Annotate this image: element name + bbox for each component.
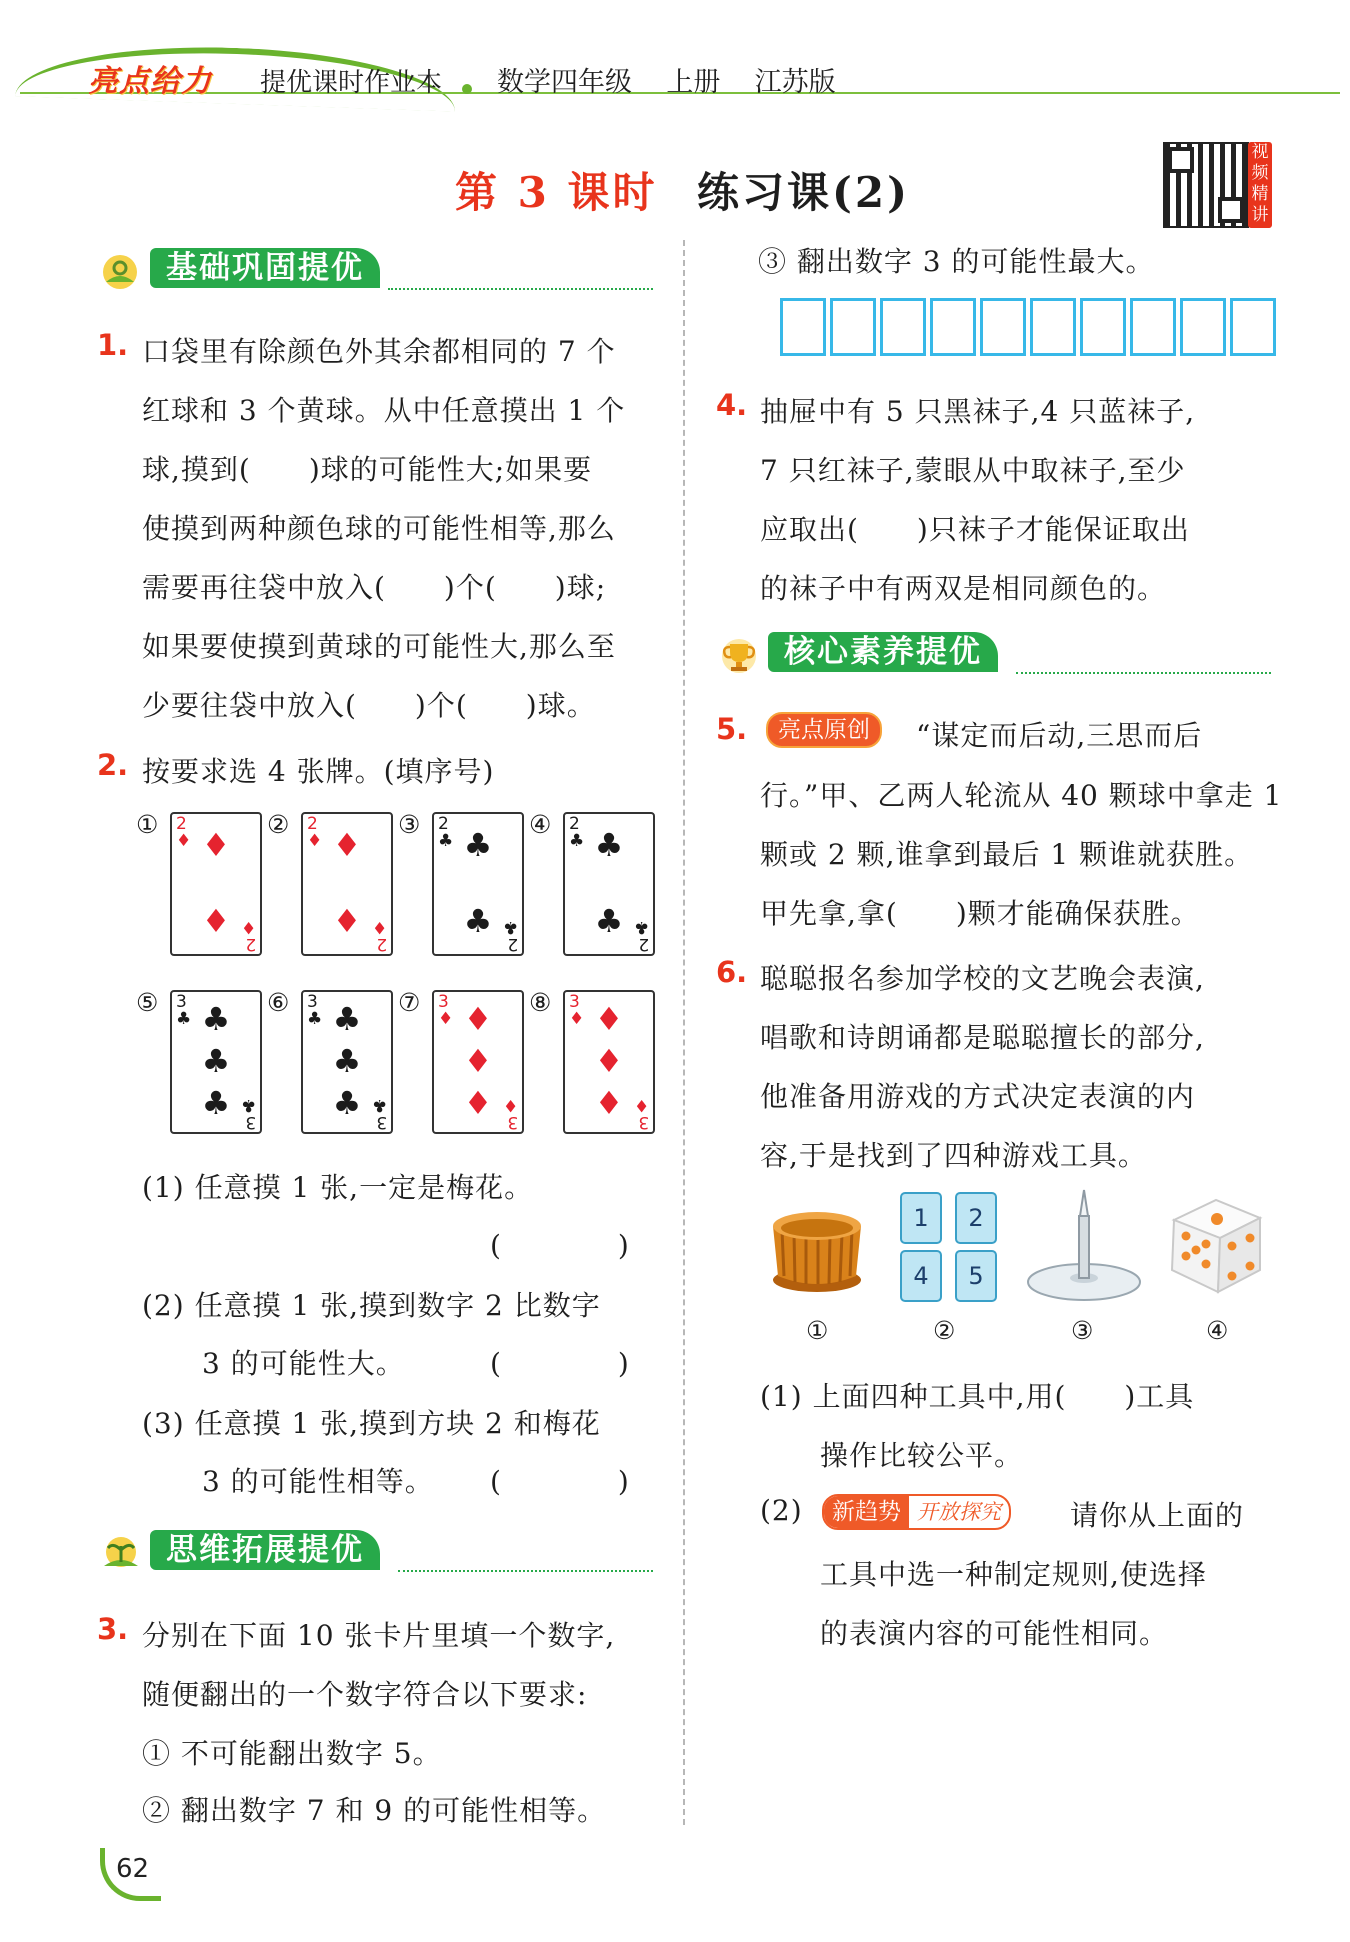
card-pip: ♣ <box>332 1000 362 1038</box>
answer-blank[interactable]: ( ) <box>490 1229 630 1262</box>
section-dotted-rule <box>398 1570 653 1572</box>
dice-icon <box>1160 1186 1274 1300</box>
q2-sub1: (1) 任意摸 1 张,一定是梅花。 <box>142 1171 534 1204</box>
original-badge: 亮点原创 <box>766 712 882 748</box>
tool-label: ② <box>933 1316 956 1345</box>
q1-line: 球,摸到( )球的可能性大;如果要 <box>142 453 593 486</box>
playing-card <box>170 990 262 1134</box>
q3-requirement: ① 不可能翻出数字 5。 <box>142 1737 442 1770</box>
card-rank: 2 ♦ <box>371 917 387 954</box>
number-tile: 2 <box>955 1192 997 1244</box>
card-pip: ♦ <box>332 826 362 864</box>
qr-code-icon[interactable] <box>1163 142 1249 228</box>
q6-sub1: (1) 上面四种工具中,用( )工具 <box>760 1380 1195 1413</box>
q3-requirement: ③ 翻出数字 3 的可能性最大。 <box>758 245 1155 278</box>
answer-box[interactable] <box>830 298 876 356</box>
q5-line: “谋定而后动,三思而后 <box>916 719 1203 752</box>
spinner-icon <box>1024 1186 1144 1306</box>
number-tile: 4 <box>900 1250 942 1302</box>
card-number: ③ <box>398 810 421 839</box>
section-banner-core <box>716 632 1276 676</box>
answer-blank[interactable]: ( ) <box>490 1347 630 1380</box>
q1-line: 如果要使摸到黄球的可能性大,那么至 <box>142 630 616 663</box>
answer-box[interactable] <box>1180 298 1226 356</box>
q5-line: 甲先拿,拿( )颗才能确保获胜。 <box>760 897 1200 930</box>
card-rank: 3 ♦ <box>438 992 454 1029</box>
section-title: 基础巩固提优 <box>150 248 380 288</box>
card-rank: 3 ♣ <box>307 992 323 1029</box>
q3-requirement: ② 翻出数字 7 和 9 的可能性相等。 <box>142 1794 607 1827</box>
q4-line: 应取出( )只袜子才能保证取出 <box>760 513 1190 546</box>
header-book-info: 数学四年级 上册 江苏版 <box>497 67 836 98</box>
q2-prompt: 按要求选 4 张牌。(填序号) <box>142 755 495 788</box>
card-pip: ♦ <box>463 1000 493 1038</box>
answer-box[interactable] <box>930 298 976 356</box>
question-number: 5. <box>716 712 748 746</box>
trophy-icon <box>716 636 762 676</box>
card-rank: 2 ♣ <box>569 814 585 851</box>
card-rank: 3 ♦ <box>569 992 585 1029</box>
card-pip: ♣ <box>332 1084 362 1122</box>
q6-line: 容,于是找到了四种游戏工具。 <box>760 1139 1147 1172</box>
card-rank: 3 ♦ <box>633 1095 649 1132</box>
q3-line: 分别在下面 10 张卡片里填一个数字, <box>142 1619 616 1652</box>
card-pip: ♣ <box>201 1084 231 1122</box>
q6-sub2-cont: 的表演内容的可能性相同。 <box>820 1617 1169 1650</box>
answer-blank[interactable]: ( ) <box>490 1465 630 1498</box>
q2-sub2-cont: 3 的可能性大。 <box>202 1347 405 1380</box>
question-number: 6. <box>716 955 748 989</box>
q6-line: 唱歌和诗朗诵都是聪聪擅长的部分, <box>760 1021 1205 1054</box>
card-rank: 2 ♦ <box>176 814 192 851</box>
playing-card <box>170 812 262 956</box>
card-pip: ♣ <box>594 826 624 864</box>
card-number: ④ <box>529 810 552 839</box>
q5-line: 颗或 2 颗,谁拿到最后 1 颗谁就获胜。 <box>760 838 1254 871</box>
playing-card <box>432 812 524 956</box>
card-number: ⑧ <box>529 988 552 1017</box>
lesson-number: 第 3 课时 <box>455 168 658 217</box>
card-number: ⑦ <box>398 988 421 1017</box>
card-number: ② <box>267 810 290 839</box>
trend-badge <box>822 1494 1011 1530</box>
card-pip: ♦ <box>463 1042 493 1080</box>
bottle-cap-icon <box>762 1196 872 1296</box>
card-pip: ♣ <box>201 1042 231 1080</box>
q6-sub2-prefix: (2) <box>760 1494 803 1527</box>
q4-line: 的袜子中有两双是相同颜色的。 <box>760 572 1167 605</box>
q2-sub3-cont: 3 的可能性相等。 <box>202 1465 434 1498</box>
trend-badge-main: 新趋势 <box>824 1496 909 1528</box>
playing-card <box>301 812 393 956</box>
column-divider <box>683 240 685 1825</box>
header-subtitle: 提优课时作业本 <box>260 68 443 98</box>
section-title: 核心素养提优 <box>768 632 998 672</box>
q5-line: 行。”甲、乙两人轮流从 40 颗球中拿走 1 <box>760 779 1283 812</box>
card-rank: 3 ♣ <box>371 1095 387 1132</box>
sprout-gear-icon <box>98 252 144 292</box>
section-title: 思维拓展提优 <box>150 1530 380 1570</box>
card-rank: 2 ♦ <box>307 814 323 851</box>
card-pip: ♦ <box>332 902 362 940</box>
q4-line: 7 只红袜子,蒙眼从中取袜子,至少 <box>760 454 1186 487</box>
sprout-icon <box>98 1534 144 1574</box>
section-banner-basic <box>98 248 658 292</box>
card-rank: 2 ♦ <box>240 917 256 954</box>
question-number: 4. <box>716 388 748 422</box>
answer-box[interactable] <box>1230 298 1276 356</box>
q6-line: 聪聪报名参加学校的文艺晚会表演, <box>760 962 1205 995</box>
card-rank: 2 ♣ <box>502 917 518 954</box>
q6-sub1-cont: 操作比较公平。 <box>820 1439 1024 1472</box>
card-number: ⑥ <box>267 988 290 1017</box>
video-tag: 视频精讲 <box>1248 142 1272 228</box>
card-pip: ♣ <box>594 902 624 940</box>
q4-line: 抽屉中有 5 只黑袜子,4 只蓝袜子, <box>760 395 1196 428</box>
header-dot <box>462 84 472 94</box>
tool-label: ④ <box>1206 1316 1229 1345</box>
q6-sub2-cont: 工具中选一种制定规则,使选择 <box>820 1558 1207 1591</box>
answer-card-row <box>780 298 1276 356</box>
card-pip: ♦ <box>201 826 231 864</box>
card-pip: ♦ <box>201 902 231 940</box>
card-rank: 3 ♣ <box>176 992 192 1029</box>
card-pip: ♦ <box>594 1084 624 1122</box>
card-pip: ♦ <box>463 1084 493 1122</box>
trend-badge-sub: 开放探究 <box>917 1500 1001 1524</box>
q6-sub2: 请你从上面的 <box>1070 1499 1245 1532</box>
section-dotted-rule <box>1016 672 1271 674</box>
q6-line: 他准备用游戏的方式决定表演的内 <box>760 1080 1196 1113</box>
question-number: 3. <box>97 1612 129 1646</box>
answer-box[interactable] <box>1080 298 1126 356</box>
playing-card <box>563 990 655 1134</box>
question-number: 1. <box>97 328 129 362</box>
tool-label: ③ <box>1071 1316 1094 1345</box>
card-number: ① <box>136 810 159 839</box>
card-pip: ♦ <box>594 1000 624 1038</box>
answer-box[interactable] <box>1130 298 1176 356</box>
card-pip: ♣ <box>201 1000 231 1038</box>
brand-logo: 亮点给力 <box>88 64 212 99</box>
card-pip: ♣ <box>463 826 493 864</box>
card-rank: 2 ♣ <box>438 814 454 851</box>
section-banner-thinking <box>98 1530 658 1574</box>
q2-sub3: (3) 任意摸 1 张,摸到方块 2 和梅花 <box>142 1407 601 1440</box>
card-rank: 3 ♦ <box>502 1095 518 1132</box>
card-pip: ♦ <box>594 1042 624 1080</box>
answer-box[interactable] <box>780 298 826 356</box>
q1-line: 使摸到两种颜色球的可能性相等,那么 <box>142 512 616 545</box>
card-rank: 2 ♣ <box>633 917 649 954</box>
answer-box[interactable] <box>1030 298 1076 356</box>
q3-line: 随便翻出的一个数字符合以下要求: <box>142 1678 588 1711</box>
q1-line: 口袋里有除颜色外其余都相同的 7 个 <box>142 335 616 368</box>
card-pip: ♣ <box>332 1042 362 1080</box>
card-pip: ♣ <box>463 902 493 940</box>
q1-line: 需要再往袋中放入( )个( )球; <box>142 571 607 604</box>
q1-line: 红球和 3 个黄球。从中任意摸出 1 个 <box>142 394 626 427</box>
number-tile: 5 <box>955 1250 997 1302</box>
card-number: ⑤ <box>136 988 159 1017</box>
playing-card <box>563 812 655 956</box>
page-number: 62 <box>116 1854 150 1884</box>
answer-box[interactable] <box>880 298 926 356</box>
playing-card <box>301 990 393 1134</box>
q2-sub2: (2) 任意摸 1 张,摸到数字 2 比数字 <box>142 1289 601 1322</box>
lesson-title: 练习课(2) <box>697 168 910 217</box>
playing-card <box>432 990 524 1134</box>
card-rank: 3 ♣ <box>240 1095 256 1132</box>
q1-line: 少要往袋中放入( )个( )球。 <box>142 689 596 722</box>
number-tile: 1 <box>900 1192 942 1244</box>
question-number: 2. <box>97 748 129 782</box>
answer-box[interactable] <box>980 298 1026 356</box>
tool-label: ① <box>806 1316 829 1345</box>
section-dotted-rule <box>388 288 653 290</box>
